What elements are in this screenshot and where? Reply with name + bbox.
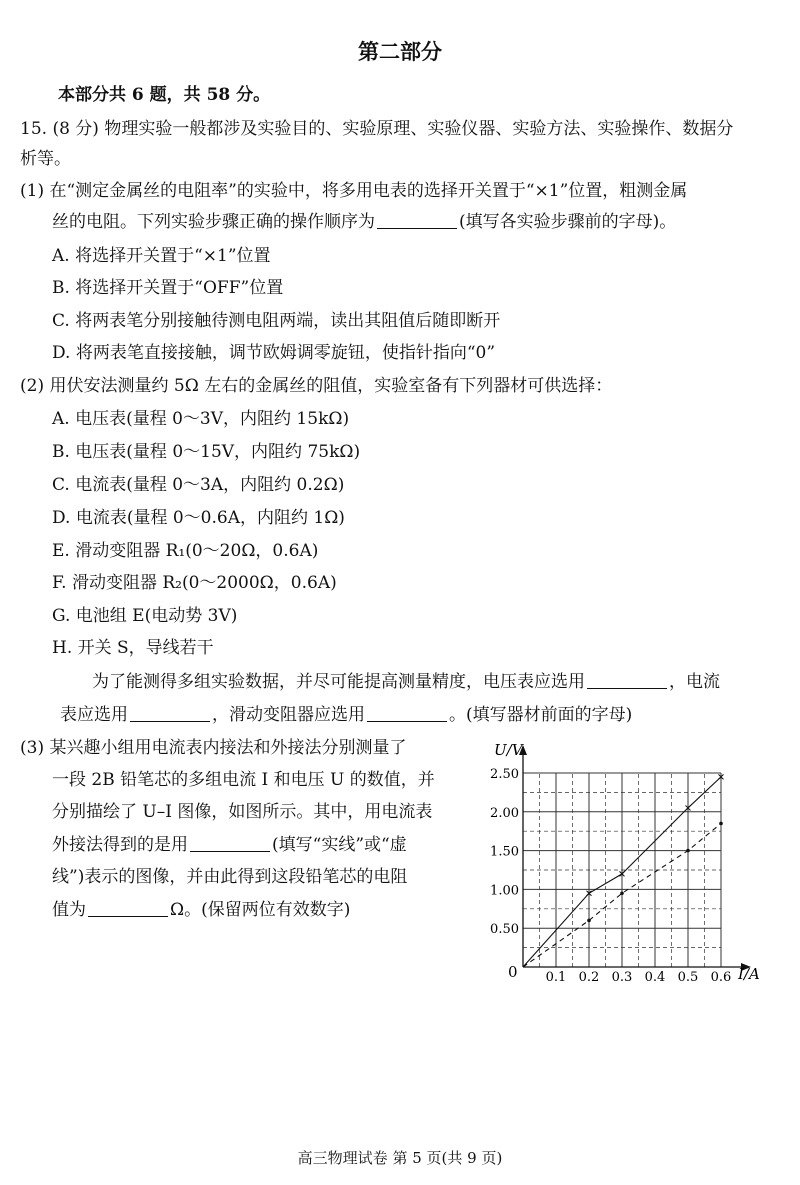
answer-blank-ammeter[interactable] [130, 704, 210, 722]
data-point-dashed [587, 919, 591, 923]
answer-blank-resistance[interactable] [88, 899, 168, 917]
p3-line6-text: 值为 [52, 900, 86, 920]
y-tick-label: 2.50 [490, 767, 519, 782]
x-tick-label: 0.1 [545, 970, 567, 985]
section-title: 第二部分 [358, 39, 442, 64]
u-i-chart [480, 735, 780, 995]
p2-q-text-4: ，滑动变阻器应选用 [212, 705, 365, 725]
q15-stem-line1: 15. (8 分) 物理实验一般都涉及实验目的、实验原理、实验仪器、实验方法、实验操作、数据分 [20, 119, 734, 139]
x-tick-label: 0.4 [644, 970, 666, 985]
p2-q-text-2: ，电流 [669, 672, 720, 692]
p3-line4 [52, 834, 407, 856]
y-tick-label: 1.50 [490, 844, 519, 860]
p2-option-e: E. 滑动变阻器 R₁(0～20Ω，0.6A) [52, 541, 319, 561]
chart-grid [523, 773, 721, 967]
p1-option-a: A. 将选择开关置于“×1”位置 [52, 246, 271, 266]
p1-line2 [52, 211, 676, 233]
p3-line2: 一段 2B 铅笔芯的多组电流 I 和电压 U 的数值，并 [52, 770, 435, 790]
p1-option-c: C. 将两表笔分别接触待测电阻两端，读出其阻值后随即断开 [52, 311, 501, 331]
section-intro: 本部分共 6 题，共 58 分。 [58, 85, 271, 105]
x-tick-label: 0.5 [677, 970, 699, 985]
p1-line2-text: 丝的电阻。下列实验步骤正确的操作顺序为 [52, 212, 375, 232]
p2-option-f: F. 滑动变阻器 R₂(0～2000Ω，0.6A) [52, 573, 337, 593]
q15-stem-line2: 析等。 [20, 149, 71, 169]
p2-question-line2 [60, 704, 632, 726]
p2-option-b: B. 电压表(量程 0～15V，内阻约 75kΩ) [52, 442, 361, 462]
data-point-dashed [620, 891, 624, 895]
p1-line1: (1) 在“测定金属丝的电阻率”的实验中，将多用电表的选择开关置于“×1”位置，粗测金属 [20, 181, 688, 201]
x-tick-label: 0.6 [710, 970, 732, 985]
x-axis-label: I/A [738, 965, 760, 983]
p1-line2-tail: (填写各实验步骤前的字母)。 [459, 212, 677, 232]
p3-line6-tail: Ω。(保留两位有效数字) [170, 900, 351, 920]
data-point-dashed [719, 822, 723, 826]
p3-line4-tail: (填写“实线”或“虚 [272, 835, 407, 855]
p2-q-text-1: 为了能测得多组实验数据，并尽可能提高测量精度，电压表应选用 [92, 672, 585, 692]
p2-line1: (2) 用伏安法测量约 5Ω 左右的金属丝的阻值，实验室备有下列器材可供选择： [20, 376, 613, 396]
p2-question-line1 [92, 671, 720, 693]
y-axis-label: U/V [494, 741, 523, 759]
p2-option-a: A. 电压表(量程 0～3V，内阻约 15kΩ) [52, 409, 350, 429]
x-tick-label: 0.3 [611, 970, 633, 985]
p1-option-d: D. 将两表笔直接接触，调节欧姆调零旋钮，使指针指向“0” [52, 343, 496, 363]
p2-option-h: H. 开关 S，导线若干 [52, 638, 214, 658]
answer-blank-rheostat[interactable] [367, 704, 447, 722]
p2-q-text-5: 。(填写器材前面的字母) [449, 705, 633, 725]
page-footer: 高三物理试卷 第 5 页(共 9 页) [297, 1149, 503, 1167]
p3-line6 [52, 899, 350, 921]
p3-line4-text: 外接法得到的是用 [52, 835, 188, 855]
p2-option-c: C. 电流表(量程 0～3A，内阻约 0.2Ω) [52, 475, 345, 495]
data-point-dashed [686, 849, 690, 853]
answer-blank-line-type[interactable] [190, 834, 270, 852]
chart-series [523, 774, 724, 967]
p2-option-g: G. 电池组 E(电动势 3V) [52, 606, 238, 626]
p3-line5: 线”)表示的图像，并由此得到这段铅笔芯的电阻 [52, 867, 408, 887]
origin-label: 0 [508, 963, 518, 981]
p3-line3: 分别描绘了 U–I 图像，如图所示。其中，用电流表 [52, 802, 433, 822]
p1-option-b: B. 将选择开关置于“OFF”位置 [52, 278, 284, 298]
x-tick-label: 0.2 [578, 970, 600, 985]
answer-blank-voltmeter[interactable] [587, 671, 667, 689]
p2-q-text-3: 表应选用 [60, 705, 128, 725]
p2-option-d: D. 电流表(量程 0～0.6A，内阻约 1Ω) [52, 508, 345, 528]
y-tick-label: 1.00 [490, 883, 519, 899]
chart-ticks [490, 767, 731, 985]
y-tick-label: 2.00 [490, 805, 519, 821]
answer-blank-1[interactable] [377, 211, 457, 229]
p3-line1: (3) 某兴趣小组用电流表内接法和外接法分别测量了 [20, 738, 407, 758]
y-tick-label: 0.50 [490, 922, 519, 938]
chart-axes [519, 745, 751, 971]
